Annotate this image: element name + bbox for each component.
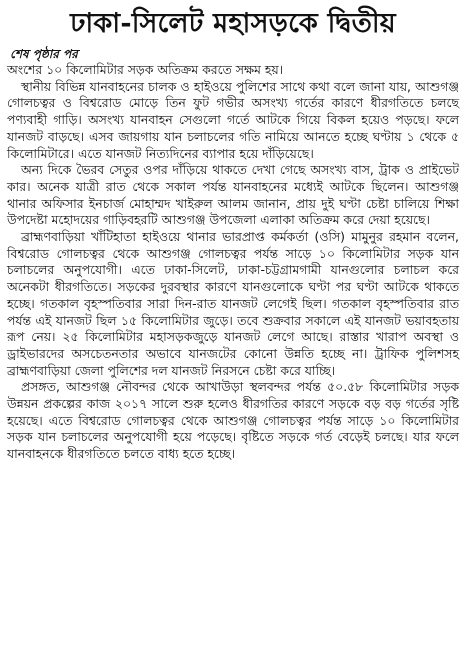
- article-paragraph-4: ব্রাহ্মণবাড়িয়া খাঁটিহাতা হাইওয়ে থানার ভারপ্রাপ্ত কর্মকর্তা (ওসি) মামুনুর রহমান বলেন, বিশ্বরোড গোলচত্বর থেকে আশুগঞ্জ গোলচত্বর পর্যন্ত সাড়ে ১০ কিলোমিটার সড়ক যান চলাচলের অনুপযোগী। এতে ঢাকা-সিলেট, ঢাকা-চট্টগ্রামগামী যানগুলোর চলাচল করে অনেকটা ধীরগতিতে। সড়কের দুরবস্থার কারণে যানগুলোকে ঘণ্টা পর ঘণ্টা আটকে থাকতে হচ্ছে। গতকাল বৃহস্পতিবার সারা দিন-রাত যানজট লেগেই ছিল। গতকাল বৃহস্পতিবার রাত পর্যন্ত এই যানজট ছিল ১৫ কিলোমিটার জুড়ে। তবে শুক্রবার সকালে এই যানজট ভয়াবহতায় রূপ নেয়। ২৫ কিলোমিটার মহাসড়কজুড়ে যানজট লেগে আছে। রাস্তার খারাপ অবস্থা ও ড্রাইভারদের অসচেতনতার অভাবে যানজটের কোনো উন্নতি হচ্ছে না। ট্রাফিক পুলিশসহ ব্রাহ্মণবাড়িয়া জেলা পুলিশের দল যানজট নিরসনে চেষ্টা করে যাচ্ছি।: [7, 229, 459, 378]
- article-headline: ঢাকা-সিলেট মহাসড়কে দ্বিতীয়: [70, 8, 396, 39]
- article-paragraph-2: স্থানীয় বিভিন্ন যানবাহনের চালক ও হাইওয়ে পুলিশের সাথে কথা বলে জানা যায়, আশুগঞ্জ গোলচত্বর ও বিশ্বরোড মোড়ে তিন ফুট গভীর অসংখ্য গর্তের কারণে ধীরগতিতে চলছে পণ্যবাহী গাড়ি। অসংখ্য যানবাহন সেগুলো গর্তে আটকে গিয়ে বিকল হয়েও পড়ছে। ফলে যানজট বাড়ছে। এসব জায়গায় যান চলাচলের গতি নামিয়ে আনতে হচ্ছে ঘণ্টায় ১ থেকে ৫ কিলোমিটারে। এতে যানজট নিত্যদিনের ব্যাপার হয়ে দাঁড়িয়েছে।: [7, 78, 459, 161]
- article-paragraph-3: অন্য দিকে ভৈরব সেতুর ওপর দাঁড়িয়ে থাকতে দেখা গেছে অসংখ্য বাস, ট্রাক ও প্রাইভেট কার। অনেক যাত্রী রাত থেকে সকাল পর্যন্ত যানবাহনের মধ্যেই আটকে ছিলেন। আশুগঞ্জ থানার অফিসার ইনচার্জ মোহাম্মদ খাইরুল আলম জানান, প্রায় দুই ঘণ্টা চেষ্টা চালিয়ে শিক্ষা উপদেষ্টা মহোদয়ের গাড়িবহরটি আশুগঞ্জ উপজেলা এলাকা অতিক্রম করে দেয়া হয়েছে।: [7, 162, 459, 228]
- article-paragraph-5: প্রসঙ্গত, আশুগঞ্জ নৌবন্দর থেকে আখাউড়া স্থলবন্দর পর্যন্ত ৫০.৫৮ কিলোমিটার সড়ক উন্নয়ন প্রকল্পের কাজ ২০১৭ সালে শুরু হলেও ধীরগতির কারণে সড়কে বড় বড় গর্তের সৃষ্টি হয়েছে। এতে বিশ্বরোড গোলচত্বর থেকে আশুগঞ্জ গোলচত্বর পর্যন্ত সাড়ে ১০ কিলোমিটার সড়ক যান চলাচলের অনুপযোগী হয়ে পড়েছে। বৃষ্টিতে সড়কে গর্ত বেড়েই চলছে। যার ফলে যানবাহনকে ধীরগতিতে চলতে বাধ্য হতে হচ্ছে।: [7, 379, 459, 462]
- article-paragraph-1: অংশের ১০ কিলোমিটার সড়ক অতিক্রম করতে সক্ষম হয়।: [7, 62, 284, 77]
- continued-from-label: শেষ পৃষ্ঠার পর: [10, 47, 78, 61]
- article-body: [7, 62, 459, 463]
